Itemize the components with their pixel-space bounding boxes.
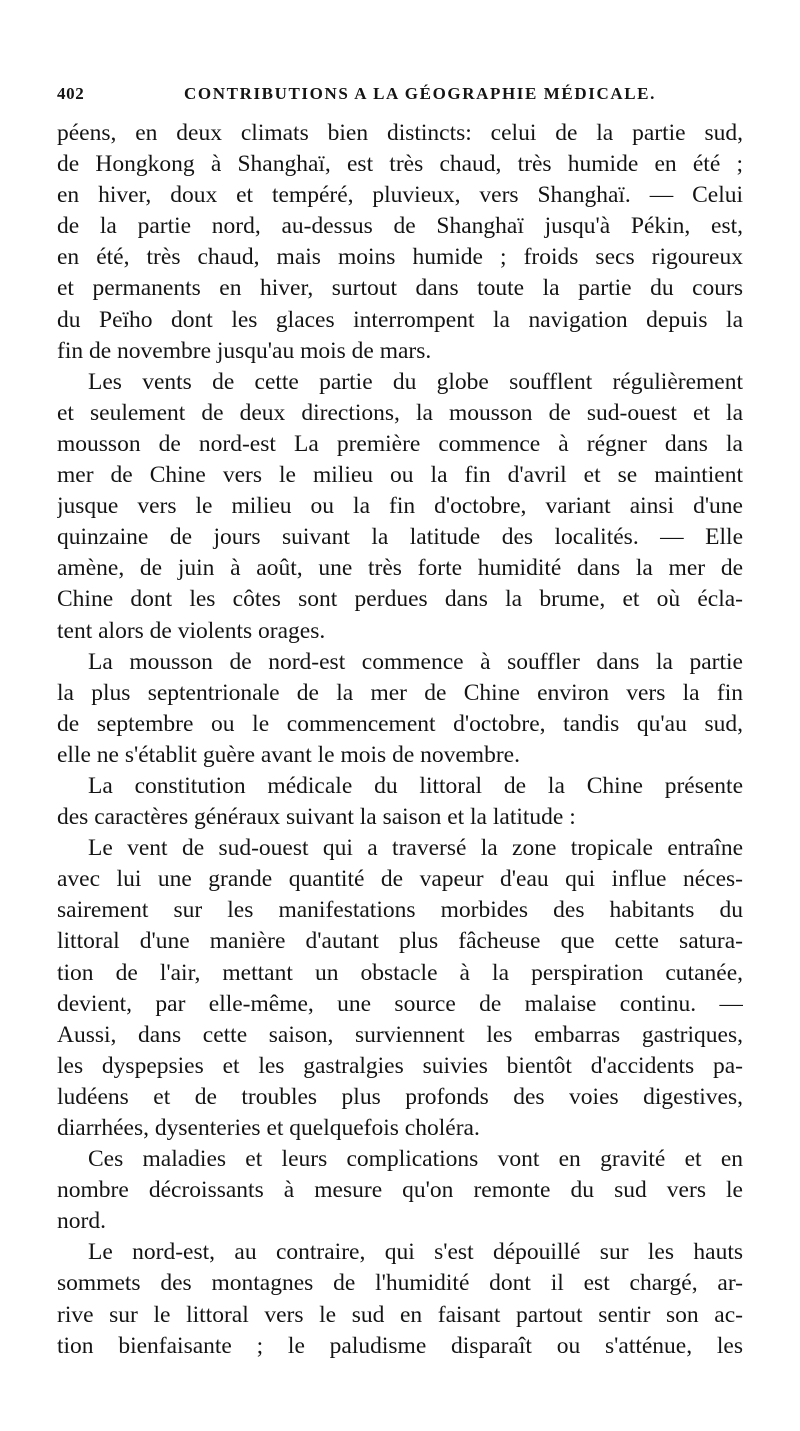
text-line: et permanents en hiver, surtout dans toute la partie du cours xyxy=(57,275,743,302)
text-line: en été, très chaud, mais moins humide ; froids secs rigoureux xyxy=(57,244,743,271)
text-line: La mousson de nord-est commence à souffler dans la partie xyxy=(88,648,743,675)
running-head xyxy=(57,84,743,118)
text-line: avec lui une grande quantité de vapeur d'eau qui influe néces- xyxy=(57,866,743,893)
text-line: péens, en deux climats bien distincts: celui de la partie sud, xyxy=(57,120,743,146)
text-line: Le nord-est, au contraire, qui s'est dépouillé sur les hauts xyxy=(88,1239,743,1266)
page-number: 402 xyxy=(57,84,85,103)
text-line: tion bienfaisante ; le paludisme disparaît ou s'atténue, les xyxy=(57,1332,743,1359)
text-line: La constitution médicale du littoral de la Chine présente xyxy=(88,772,743,799)
text-line: ludéens et de troubles plus profonds des voies digestives, xyxy=(57,1083,743,1110)
text-line: de la partie nord, au-dessus de Shanghaï jusqu'à Pékin, est, xyxy=(57,213,743,240)
text-line: tion de l'air, mettant un obstacle à la perspiration cutanée, xyxy=(57,959,743,986)
text-line: littoral d'une manière d'autant plus fâcheuse que cette satura- xyxy=(57,928,743,955)
text-line: Chine dont les côtes sont perdues dans la brume, et où écla- xyxy=(57,586,743,613)
text-line: fin de novembre jusqu'au mois de mars. xyxy=(57,337,432,364)
text-line: sommets des montagnes de l'humidité dont il est chargé, ar- xyxy=(57,1270,743,1297)
text-line: du Peïho dont les glaces interrompent la navigation depuis la xyxy=(57,306,743,333)
text-line: jusque vers le milieu ou la fin d'octobre, variant ainsi d'une xyxy=(57,493,743,520)
text-line: tent alors de violents orages. xyxy=(57,617,326,644)
text-line: elle ne s'établit guère avant le mois de novembre. xyxy=(57,741,520,768)
text-line: Aussi, dans cette saison, surviennent les embarras gastriques, xyxy=(57,1021,743,1048)
running-title: CONTRIBUTIONS A LA GÉOGRAPHIE MÉDICALE. xyxy=(184,84,656,103)
text-line: rive sur le littoral vers le sud en faisant partout sentir son ac- xyxy=(57,1301,743,1328)
text-line: de Hongkong à Shanghaï, est très chaud, très humide en été ; xyxy=(57,151,743,178)
text-line: mousson de nord-est La première commence à régner dans la xyxy=(57,430,743,457)
text-line: les dyspepsies et les gastralgies suivies bientôt d'accidents pa- xyxy=(57,1052,743,1079)
text-line: quinzaine de jours suivant la latitude des localités. — Elle xyxy=(57,524,743,551)
text-line: diarrhées, dysenteries et quelquefois choléra. xyxy=(57,1115,480,1141)
text-line: mer de Chine vers le milieu ou la fin d'avril et se maintient xyxy=(57,462,743,489)
text-line: Le vent de sud-ouest qui a traversé la zone tropicale entraîne xyxy=(88,835,743,862)
text-line: Ces maladies et leurs complications vont en gravité et en xyxy=(88,1146,743,1173)
text-line: devient, par elle-même, une source de malaise continu. — xyxy=(57,990,743,1017)
text-line: de septembre ou le commencement d'octobre, tandis qu'au sud, xyxy=(57,710,743,737)
text-line: nord. xyxy=(57,1208,106,1235)
text-line: en hiver, doux et tempéré, pluvieux, vers Shanghaï. — Celui xyxy=(57,182,743,209)
text-line: et seulement de deux directions, la mousson de sud-ouest et la xyxy=(57,399,743,426)
text-line: nombre décroissants à mesure qu'on remonte du sud vers le xyxy=(57,1177,743,1204)
text-line: des caractères généraux suivant la saison et la latitude : xyxy=(57,804,576,831)
text-line: Les vents de cette partie du globe soufflent régulièrement xyxy=(88,368,743,395)
body-text xyxy=(57,118,743,1362)
text-line: sairement sur les manifestations morbides des habitants du xyxy=(57,897,743,924)
book-page xyxy=(57,84,743,1362)
text-line: amène, de juin à août, une très forte humidité dans la mer de xyxy=(57,555,743,582)
text-line: la plus septentrionale de la mer de Chine environ vers la fin xyxy=(57,679,743,706)
